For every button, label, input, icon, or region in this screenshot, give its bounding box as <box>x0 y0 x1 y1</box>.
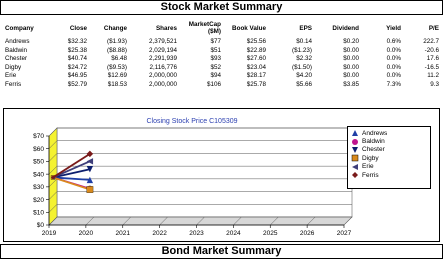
legend-label: Andrews <box>362 129 388 137</box>
cell-yield: 0.0% <box>386 63 401 71</box>
x-tick-label: 2025 <box>263 230 278 237</box>
cell-shares: 2,379,521 <box>148 38 177 45</box>
legend-item <box>351 163 427 171</box>
chart-legend <box>347 126 431 189</box>
diamond-marker-icon <box>351 171 359 179</box>
table-row <box>3 38 441 47</box>
y-tick-label: $50 <box>33 158 44 166</box>
cell-p-e: 17.6 <box>426 55 439 63</box>
header-book-value: Book Value <box>232 24 266 32</box>
legend-item <box>351 171 427 179</box>
cell-dividend: $3.85 <box>343 80 359 88</box>
triangle-down-marker-icon <box>351 146 359 154</box>
legend-label: Erie <box>362 163 374 171</box>
cell-eps: $0.14 <box>296 38 312 45</box>
y-tick-label: $0 <box>36 222 44 230</box>
x-tick-label: 2021 <box>115 230 130 237</box>
cell-eps: $5.66 <box>296 80 312 88</box>
y-tick-label: $10 <box>33 209 44 217</box>
legend-label: Ferris <box>362 171 379 179</box>
cell-book-value: $25.56 <box>246 38 266 45</box>
table-header-row <box>3 18 441 38</box>
back-wall <box>57 128 352 217</box>
x-tick-label: 2022 <box>152 230 167 237</box>
cell-company: Chester <box>5 55 28 63</box>
cell-book-value: $23.04 <box>246 63 266 71</box>
cell-p-e: 9.3 <box>430 80 439 88</box>
cell-shares: 2,116,776 <box>149 63 177 71</box>
cell-p-e: 222.7 <box>423 38 439 45</box>
x-tick-label: 2023 <box>189 230 204 237</box>
cell-marketcap-m: $77 <box>210 38 221 45</box>
cell-dividend: $0.00 <box>343 63 359 71</box>
cell-book-value: $22.89 <box>246 46 266 54</box>
cell-marketcap-m: $51 <box>210 46 221 54</box>
cell-book-value: $27.60 <box>246 55 266 63</box>
cell-company: Baldwin <box>5 46 28 54</box>
cell-shares: 2,291,939 <box>148 55 177 63</box>
cell-company: Digby <box>5 63 22 71</box>
cell-marketcap-m: $106 <box>206 80 221 88</box>
cell-shares: 2,029,194 <box>148 46 177 54</box>
cell-dividend: $0.00 <box>343 72 359 80</box>
y-tick-label: $40 <box>33 171 44 179</box>
header-shares: Shares <box>155 24 177 32</box>
cell-marketcap-m: $93 <box>210 55 221 63</box>
bond-market-summary-title: Bond Market Summary <box>0 244 443 259</box>
stock-table <box>3 18 441 90</box>
legend-item <box>351 129 427 137</box>
header-company: Company <box>5 24 34 32</box>
triangle-left-marker-icon <box>351 163 359 171</box>
table-row <box>3 47 441 56</box>
cell-close: $46.95 <box>67 72 87 80</box>
cell-yield: 7.3% <box>386 80 401 88</box>
table-row <box>3 55 441 64</box>
cell-yield: 0.6% <box>386 38 401 45</box>
legend-label: Digby <box>362 154 379 162</box>
header-close: Close <box>69 24 87 32</box>
cell-p-e: -16.5 <box>424 63 439 71</box>
cell-close: $24.72 <box>67 63 87 71</box>
y-tick-label: $70 <box>33 133 44 141</box>
cell-change: ($8.88) <box>107 46 127 54</box>
cell-close: $52.79 <box>67 80 87 88</box>
cell-shares: 2,000,000 <box>148 72 177 80</box>
cell-shares: 2,000,000 <box>148 80 177 88</box>
x-tick-label: 2019 <box>41 230 57 237</box>
header-yield: Yield <box>386 24 401 32</box>
x-tick-label: 2024 <box>226 230 241 237</box>
cell-change: $6.48 <box>111 55 127 63</box>
cell-change: ($1.93) <box>107 38 127 45</box>
cell-p-e: -20.6 <box>424 46 439 54</box>
cell-change: $18.53 <box>107 80 127 88</box>
cell-dividend: $0.20 <box>343 38 359 45</box>
cell-book-value: $25.78 <box>246 80 266 88</box>
cell-p-e: 11.2 <box>427 72 439 80</box>
cell-company: Erie <box>5 72 17 80</box>
table-row <box>3 64 441 73</box>
cell-change: $12.69 <box>107 72 127 80</box>
y-tick-label: $20 <box>33 196 44 204</box>
table-row <box>3 81 441 90</box>
cell-company: Ferris <box>5 80 22 88</box>
table-row <box>3 72 441 81</box>
header-pe: P/E <box>428 24 439 32</box>
legend-label: Chester <box>362 146 385 154</box>
header-dividend: Dividend <box>332 24 359 32</box>
legend-label: Baldwin <box>362 138 385 146</box>
stock-market-summary-title: Stock Market Summary <box>0 0 443 15</box>
y-tick-label: $30 <box>33 184 44 192</box>
cell-close: $25.38 <box>67 46 87 54</box>
triangle-up-marker-icon <box>351 129 359 137</box>
cell-eps: ($1.50) <box>292 63 312 71</box>
header-marketcap: MarketCap ($M) <box>188 21 221 35</box>
cell-yield: 0.0% <box>386 46 401 54</box>
cell-change: ($9.53) <box>107 63 127 71</box>
cell-eps: $2.32 <box>296 55 312 63</box>
square-marker-icon <box>351 154 359 162</box>
cell-yield: 0.0% <box>386 55 401 63</box>
cell-marketcap-m: $52 <box>210 63 221 71</box>
cell-marketcap-m: $94 <box>210 72 221 80</box>
cell-book-value: $28.17 <box>246 72 266 80</box>
chart-title: Closing Stock Price C105309 <box>146 118 238 125</box>
cell-dividend: $0.00 <box>343 55 359 63</box>
series-point-digby <box>87 186 93 192</box>
circle-marker-icon <box>351 138 359 146</box>
cell-close: $40.74 <box>67 55 87 63</box>
x-tick-label: 2026 <box>299 230 315 237</box>
header-eps: EPS <box>299 24 312 32</box>
legend-item <box>351 146 427 154</box>
cell-eps: $4.20 <box>296 72 312 80</box>
legend-item <box>351 154 427 162</box>
y-tick-label: $60 <box>33 145 44 153</box>
cell-eps: ($1.23) <box>292 46 312 54</box>
header-change: Change <box>103 24 127 32</box>
x-tick-label: 2020 <box>78 230 94 237</box>
cell-dividend: $0.00 <box>343 46 359 54</box>
cell-yield: 0.0% <box>386 72 401 80</box>
cell-close: $32.32 <box>67 38 87 45</box>
x-tick-label: 2027 <box>336 230 352 237</box>
legend-item <box>351 137 427 145</box>
cell-company: Andrews <box>5 38 30 45</box>
